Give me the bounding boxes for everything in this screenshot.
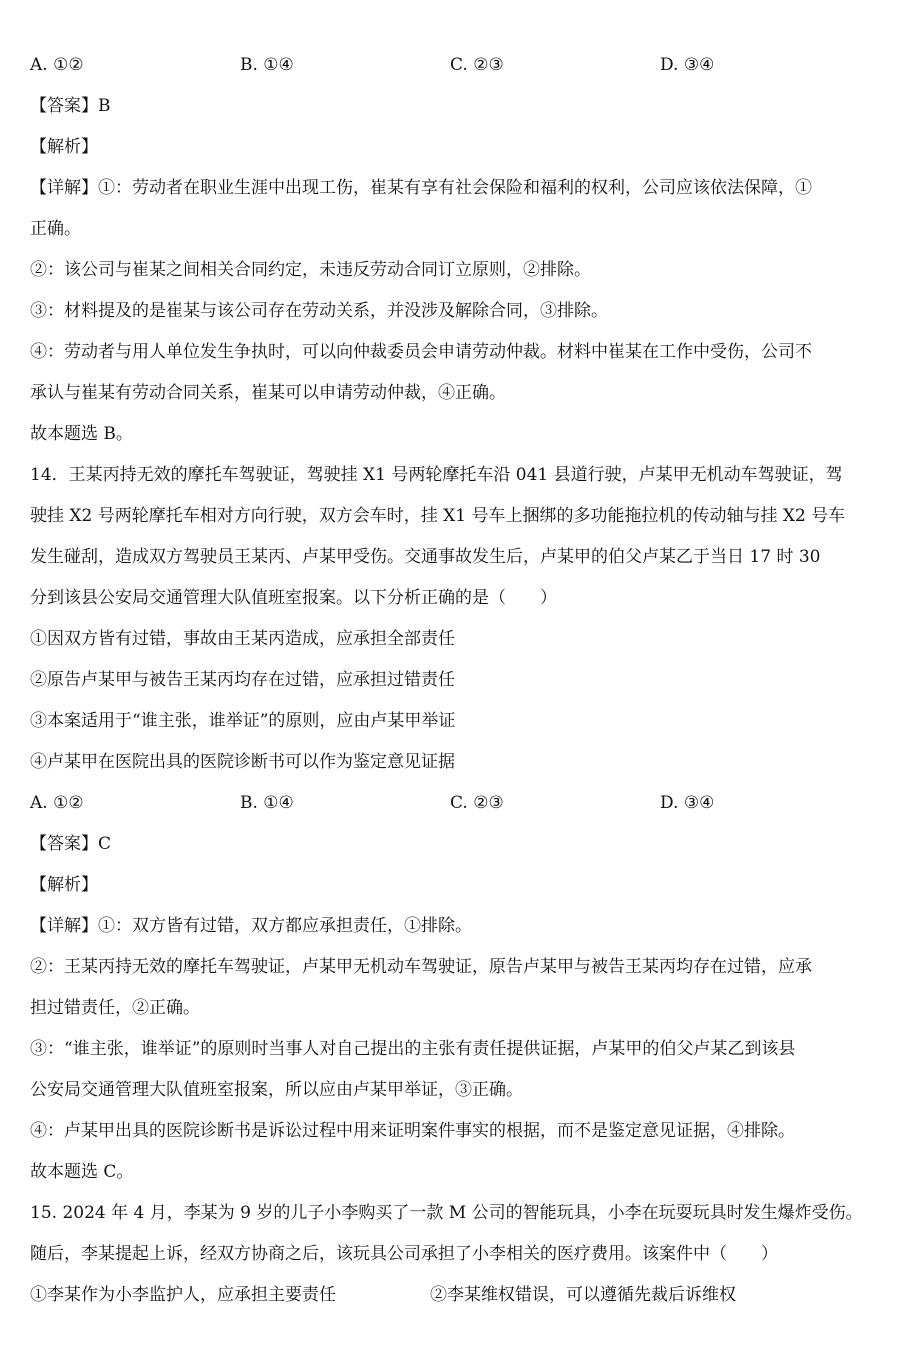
q15-stem-line: 15. 2024 年 4 月，李某为 9 岁的儿子小李购买了一款 M 公司的智能玩具，小李在玩耍玩具时发生爆炸受伤。	[30, 1203, 863, 1223]
q13-answer: 【答案】B	[30, 96, 111, 116]
q13-option-a: A. ①②	[30, 55, 84, 75]
q14-stem-line: 驶挂 X2 号两轮摩托车相对方向行驶，双方会车时，挂 X1 号车上捆绑的多功能拖拉机的传动轴与挂 X2 号车	[30, 506, 846, 526]
q13-options	[30, 45, 870, 86]
q13-analysis-label: 【解析】	[30, 137, 98, 157]
q14-detail-line: ③：“谁主张，谁举证”的原则时当事人对自己提出的主张有责任提供证据，卢某甲的伯父卢某乙到该县	[30, 1039, 796, 1059]
q14-stem-line: 发生碰刮，造成双方驾驶员王某丙、卢某甲受伤。交通事故发生后，卢某甲的伯父卢某乙于当日 17 时 30	[30, 547, 821, 567]
q15-statement-1: ①李某作为小李监护人，应承担主要责任	[30, 1285, 336, 1305]
q15-statements	[30, 1275, 870, 1316]
q13-detail-line: ②：该公司与崔某之间相关合同约定，未违反劳动合同订立原则，②排除。	[30, 260, 591, 280]
q15-statement-2: ②李某维权错误，可以遵循先裁后诉维权	[430, 1285, 736, 1305]
q14-detail-line: ②：王某丙持无效的摩托车驾驶证，卢某甲无机动车驾驶证，原告卢某甲与被告王某丙均存在过错，应承	[30, 957, 812, 977]
q14-detail-line: 【详解】①：双方皆有过错，双方都应承担责任，①排除。	[30, 916, 472, 936]
q14-option-d: D. ③④	[660, 793, 715, 813]
q13-detail-line: 承认与崔某有劳动合同关系，崔某可以申请劳动仲裁，④正确。	[30, 383, 506, 403]
q14-detail-line: 公安局交通管理大队值班室报案，所以应由卢某甲举证，③正确。	[30, 1080, 523, 1100]
q15-stem-line: 随后，李某提起上诉，经双方协商之后，该玩具公司承担了小李相关的医疗费用。该案件中（ ）	[30, 1244, 778, 1264]
q13-detail-line: 正确。	[30, 219, 81, 239]
q14-statement: ②原告卢某甲与被告王某丙均存在过错，应承担过错责任	[30, 670, 455, 690]
q13-option-d: D. ③④	[660, 55, 715, 75]
q14-option-c: C. ②③	[450, 793, 504, 813]
q14-analysis-label: 【解析】	[30, 875, 98, 895]
q14-option-b: B. ①④	[240, 793, 294, 813]
q14-statement: ③本案适用于“谁主张，谁举证”的原则，应由卢某甲举证	[30, 711, 456, 731]
q14-option-a: A. ①②	[30, 793, 84, 813]
q14-detail-line: ④：卢某甲出具的医院诊断书是诉讼过程中用来证明案件事实的根据，而不是鉴定意见证据，④排除。	[30, 1121, 795, 1141]
q14-options	[30, 783, 870, 824]
q13-conclusion: 故本题选 B。	[30, 424, 133, 444]
q13-detail-line: ③：材料提及的是崔某与该公司存在劳动关系，并没涉及解除合同，③排除。	[30, 301, 608, 321]
q14-stem-line: 14．王某丙持无效的摩托车驾驶证，驾驶挂 X1 号两轮摩托车沿 041 县道行驶，卢某甲无机动车驾驶证，驾	[30, 465, 843, 485]
q14-statement: ①因双方皆有过错，事故由王某丙造成，应承担全部责任	[30, 629, 455, 649]
q14-answer: 【答案】C	[30, 834, 112, 854]
q14-conclusion: 故本题选 C。	[30, 1162, 134, 1182]
q14-detail-line: 担过错责任，②正确。	[30, 998, 200, 1018]
q13-detail-line: 【详解】①：劳动者在职业生涯中出现工伤，崔某有享有社会保险和福利的权利，公司应该依法保障，①	[30, 178, 812, 198]
q13-detail-line: ④：劳动者与用人单位发生争执时，可以向仲裁委员会申请劳动仲裁。材料中崔某在工作中受伤，公司不	[30, 342, 812, 362]
q13-option-c: C. ②③	[450, 55, 504, 75]
q13-option-b: B. ①④	[240, 55, 294, 75]
q14-stem-line: 分到该县公安局交通管理大队值班室报案。以下分析正确的是（ ）	[30, 588, 557, 608]
q14-statement: ④卢某甲在医院出具的医院诊断书可以作为鉴定意见证据	[30, 752, 455, 772]
